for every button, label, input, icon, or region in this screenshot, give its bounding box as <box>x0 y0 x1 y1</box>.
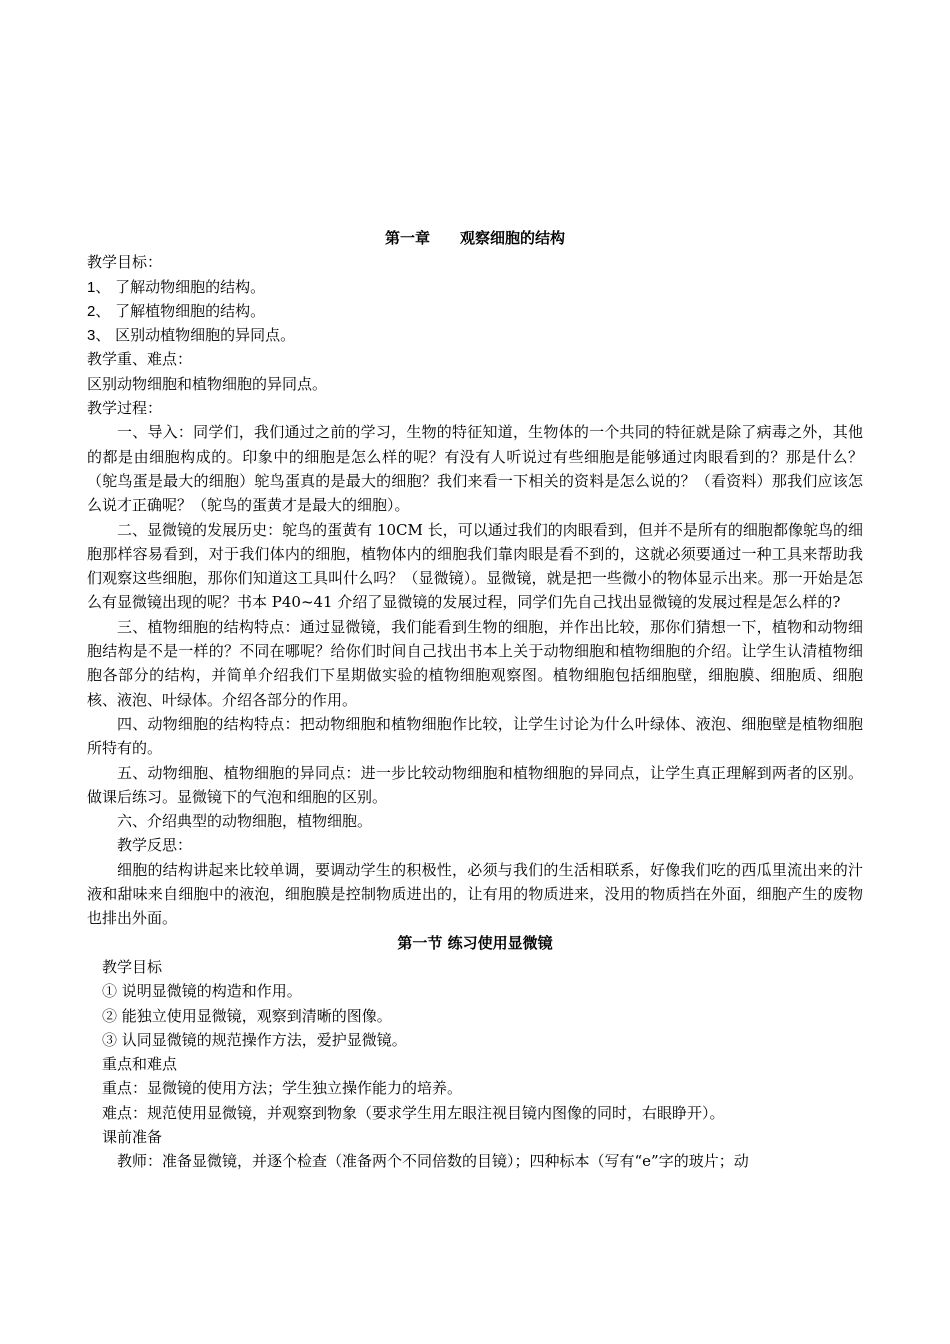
goal-number: 3、 <box>87 327 111 345</box>
process-paragraph-microscope-history: 二、显微镜的发展历史：鸵鸟的蛋黄有 10CM 长，可以通过我们的肉眼看到，但并不是所有的细胞都像鸵鸟的细胞那样容易看到，对于我们体内的细胞，植物体内的细胞我们靠肉眼是看不到的，这就必须要通过一种工具来帮助我们观察这些细胞，那你们知道这工具叫什么吗？（显微镜）。显微镜，就是把一些微小的物体显示出来。那一开始是怎么有显微镜出现的呢？书本 P40~41 介绍了显微镜的发展过程，同学们先自己找出显微镜的发展过程是怎么样的? <box>87 520 863 612</box>
goal-text: 区别动植物细胞的异同点。 <box>115 326 296 345</box>
reflection-label: 教学反思： <box>117 836 193 855</box>
process-paragraph-typical-cells: 六、介绍典型的动物细胞，植物细胞。 <box>117 812 373 831</box>
section-title: 第一节 练习使用显微镜 <box>397 933 553 952</box>
goal-item <box>87 323 863 347</box>
reflection-text: 细胞的结构讲起来比较单调，要调动学生的积极性，必须与我们的生活相联系，好像我们吃的西瓜里流出来的汁液和甜味来自细胞中的液泡，细胞膜是控制物质进出的，让有用的物质进来，没用的物质挡在外面，细胞产生的废物也排出外面。 <box>87 860 863 928</box>
focus-key-point: 重点：显微镜的使用方法；学生独立操作能力的培养。 <box>102 1079 463 1098</box>
process-paragraph-comparison: 五、动物细胞、植物细胞的异同点：进一步比较动物细胞和植物细胞的异同点，让学生真正理解到两者的区别。做课后练习。显微镜下的气泡和细胞的区别。 <box>87 763 863 806</box>
section-goal-item: ③ 认同显微镜的规范操作方法，爱护显微镜。 <box>102 1030 407 1049</box>
chapter-title-text: 观察细胞的结构 <box>460 229 566 247</box>
chapter-title-number: 第一章 <box>384 229 430 247</box>
teaching-goals-label: 教学目标： <box>87 253 163 272</box>
prep-teacher: 教师：准备显微镜，并逐个检查（准备两个不同倍数的目镜）；四种标本（写有“e”字的玻片；动 <box>117 1152 749 1171</box>
key-points-label: 教学重、难点： <box>87 350 193 369</box>
process-paragraph-animal-cell: 四、动物细胞的结构特点：把动物细胞和植物细胞作比较，让学生讨论为什么叶绿体、液泡、细胞壁是植物细胞所特有的。 <box>87 714 863 758</box>
document-page <box>87 226 863 1174</box>
section-goal-item: ② 能独立使用显微镜，观察到清晰的图像。 <box>102 1006 392 1025</box>
goal-item <box>87 275 863 299</box>
goal-number: 2、 <box>87 302 111 320</box>
focus-difficulty: 难点：规范使用显微镜，并观察到物象（要求学生用左眼注视目镜内图像的同时，右眼睁开）。 <box>102 1103 725 1122</box>
chapter-title <box>87 226 863 250</box>
goal-text: 了解动物细胞的结构。 <box>115 277 266 296</box>
prep-label: 课前准备 <box>102 1127 163 1146</box>
key-points-text: 区别动物细胞和植物细胞的异同点。 <box>87 374 328 393</box>
focus-label: 重点和难点 <box>102 1055 178 1074</box>
section-goal-item: ① 说明显微镜的构造和作用。 <box>102 982 302 1001</box>
process-paragraph-intro: 一、导入：同学们，我们通过之前的学习，生物的特征知道，生物体的一个共同的特征就是除了病毒之外，其他的都是由细胞构成的。印象中的细胞是怎么样的呢？有没有人听说过有些细胞是能够通过肉眼看到的？那是什么？（鸵鸟蛋是最大的细胞）鸵鸟蛋真的是最大的细胞？我们来看一下相关的资料是怎么说的？（看资料）那我们应该怎么说才正确呢？（鸵鸟的蛋黄才是最大的细胞）。 <box>87 423 863 515</box>
process-paragraph-plant-cell: 三、植物细胞的结构特点：通过显微镜，我们能看到生物的细胞，并作出比较，那你们猜想一下，植物和动物细胞结构是不是一样的？不同在哪呢？给你们时间自己找出书本上关于动物细胞和植物细胞的介绍。让学生认清植物细胞各部分的结构，并简单介绍我们下星期做实验的植物细胞观察图。植物细胞包括细胞壁，细胞膜、细胞质、细胞核、液泡、叶绿体。介绍各部分的作用。 <box>87 617 863 709</box>
process-label: 教学过程： <box>87 399 163 418</box>
goal-item <box>87 299 863 323</box>
goal-number: 1、 <box>87 278 111 296</box>
section-goals-label: 教学目标 <box>102 957 163 976</box>
goal-text: 了解植物细胞的结构。 <box>115 301 266 320</box>
